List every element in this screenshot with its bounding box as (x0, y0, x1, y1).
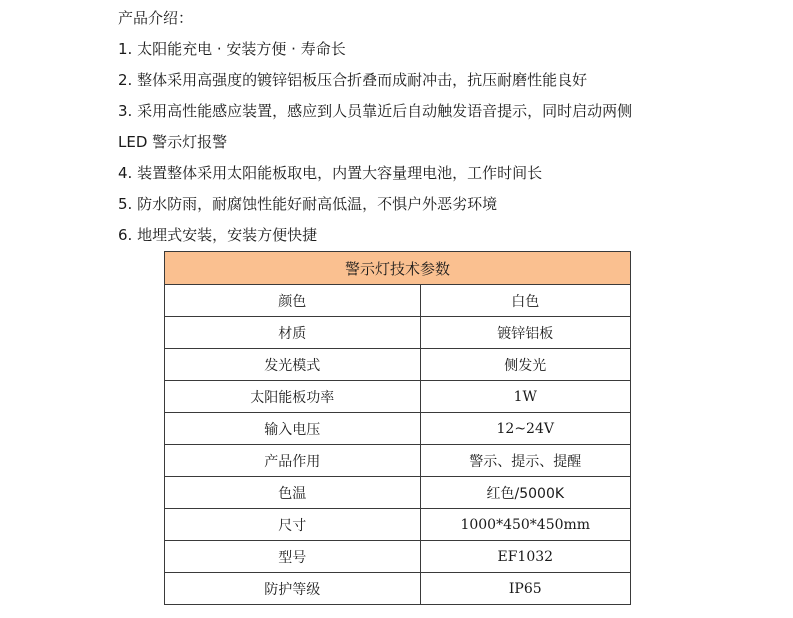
table-row (165, 381, 631, 413)
intro-item: 6. 地埋式安装，安装方便快捷 (118, 226, 318, 244)
intro-item: 1. 太阳能充电 · 安装方便 · 寿命长 (118, 40, 346, 58)
intro-item: 2. 整体采用高强度的镀锌铝板压合折叠而成耐冲击，抗压耐磨性能良好 (118, 71, 588, 89)
spec-name-cell: 发光模式 (165, 349, 421, 381)
table-row (165, 349, 631, 381)
spec-name-cell: 防护等级 (165, 573, 421, 605)
intro-item: 3. 采用高性能感应装置，感应到人员靠近后自动触发语音提示，同时启动两侧 (118, 102, 633, 120)
spec-name-cell: 色温 (165, 477, 421, 509)
table-row (165, 541, 631, 573)
spec-table-header-row (165, 252, 631, 285)
spec-value-cell: 1000*450*450mm (420, 509, 630, 541)
spec-name-cell: 材质 (165, 317, 421, 349)
spec-value-cell: 1W (420, 381, 630, 413)
intro-item: 4. 装置整体采用太阳能板取电，内置大容量理电池，工作时间长 (118, 164, 543, 182)
table-row (165, 413, 631, 445)
spec-name-cell: 产品作用 (165, 445, 421, 477)
table-row (165, 573, 631, 605)
spec-table-title: 警示灯技术参数 (165, 252, 631, 285)
spec-value-cell: 12~24V (420, 413, 630, 445)
product-intro (118, 6, 778, 254)
intro-item: 5. 防水防雨，耐腐蚀性能好耐高低温，不惧户外恶劣环境 (118, 195, 498, 213)
spec-name-cell: 型号 (165, 541, 421, 573)
table-row (165, 477, 631, 509)
spec-name-cell: 尺寸 (165, 509, 421, 541)
spec-value-cell: 镀锌铝板 (420, 317, 630, 349)
intro-item-continuation: LED 警示灯报警 (118, 133, 228, 151)
spec-table (164, 251, 631, 605)
spec-value-cell: 白色 (420, 285, 630, 317)
spec-value-cell: 警示、提示、提醒 (420, 445, 630, 477)
spec-value-cell: IP65 (420, 573, 630, 605)
spec-value-cell: 红色/5000K (420, 477, 630, 509)
table-row (165, 317, 631, 349)
table-row (165, 509, 631, 541)
table-row (165, 285, 631, 317)
spec-value-cell: 侧发光 (420, 349, 630, 381)
spec-value-cell: EF1032 (420, 541, 630, 573)
table-row (165, 445, 631, 477)
spec-name-cell: 输入电压 (165, 413, 421, 445)
intro-heading: 产品介绍： (118, 9, 194, 27)
spec-name-cell: 太阳能板功率 (165, 381, 421, 413)
spec-name-cell: 颜色 (165, 285, 421, 317)
